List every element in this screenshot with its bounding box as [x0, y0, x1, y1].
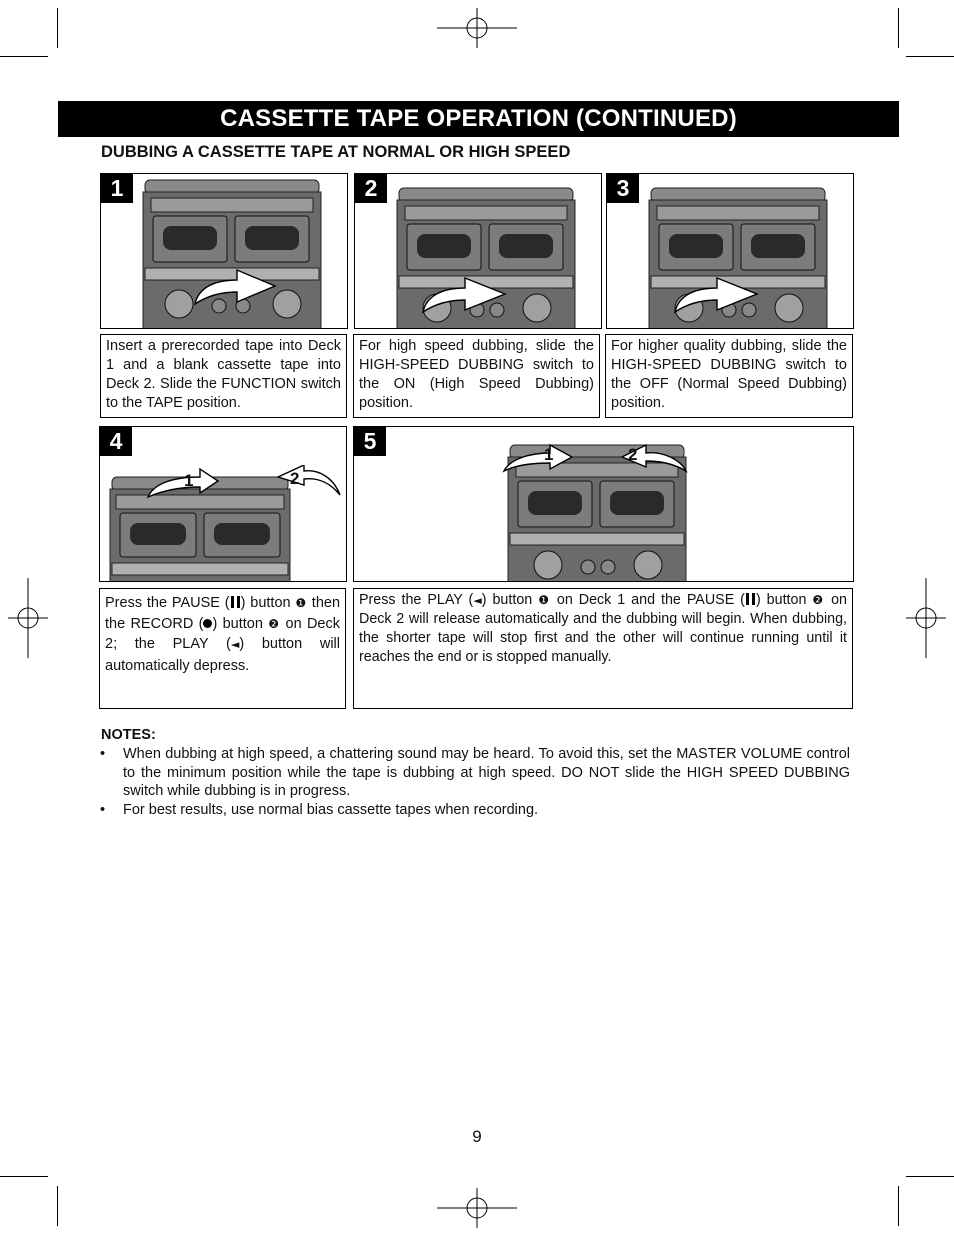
number-one-icon: ❶ — [538, 593, 551, 607]
slide-arrow-icon — [671, 272, 765, 316]
page-title: CASSETTE TAPE OPERATION (CONTINUED) — [58, 101, 899, 137]
note-item: • When dubbing at high speed, a chattering sound may be heard. To avoid this, set the MASTER VOLUME control to the minimum position while the tape is dubbing at high speed. DO NOT slide the HIGH SPEED DUBBING switch while dubbing is in progress. — [100, 746, 850, 799]
step-badge: 5 — [354, 427, 386, 456]
registration-mark-top — [437, 8, 517, 48]
step-2-illustration — [354, 173, 602, 329]
arrow-label-1: 1 — [544, 445, 554, 464]
number-two-icon: ❷ — [812, 593, 826, 607]
notes-heading: NOTES: — [101, 727, 156, 743]
registration-mark-left — [8, 578, 48, 658]
step-1-instructions: Insert a prerecorded tape into Deck 1 and a blank cassette tape into Deck 2. Slide the FUNCTION switch to the TAPE position. — [100, 334, 347, 418]
registration-mark-right — [906, 578, 946, 658]
step-4-instructions: Press the PAUSE ( ) button ❶ then the RECORD ( ) button ❷ on Deck 2; the PLAY (◄) button will automatically depress. — [99, 588, 346, 709]
play-icon: ◄ — [473, 594, 482, 607]
slide-arrow-icon — [419, 272, 513, 316]
registration-mark-bottom — [437, 1188, 517, 1228]
section-subtitle: DUBBING A CASSETTE TAPE AT NORMAL OR HIGH SPEED — [101, 143, 571, 161]
notes-list — [100, 745, 850, 819]
note-item: • For best results, use normal bias cassette tapes when recording. — [100, 801, 539, 818]
step-4-illustration — [99, 426, 347, 582]
number-one-icon: ❶ — [295, 596, 307, 610]
step-1-illustration — [100, 173, 348, 329]
play-icon: ◄ — [230, 638, 240, 651]
step-badge: 1 — [101, 174, 133, 203]
arrow-label-2: 2 — [628, 445, 638, 464]
slide-arrow-icon — [191, 264, 281, 308]
step-5-instructions: Press the PLAY (◄) button ❶ on Deck 1 and the PAUSE ( ) button ❷ on Deck 2 will release automatically and the dubbing will begin. When dubbing, the shorter tape will stop first and the other will continue running until it reaches the end or is stopped manually. — [353, 588, 853, 709]
press-arrows-icon — [500, 443, 690, 473]
bullet-icon: • — [100, 801, 106, 818]
step-badge: 2 — [355, 174, 387, 203]
pause-icon — [746, 593, 755, 605]
step-3-instructions: For higher quality dubbing, slide the HIGH-SPEED DUBBING switch to the OFF (Normal Speed Dubbing) position. — [605, 334, 853, 418]
step-5-illustration — [353, 426, 854, 582]
step-3-illustration — [606, 173, 854, 329]
page-number: 9 — [472, 1127, 482, 1146]
step-badge: 3 — [607, 174, 639, 203]
arrow-label-2: 2 — [290, 469, 300, 488]
step-2-instructions: For high speed dubbing, slide the HIGH-SPEED DUBBING switch to the ON (High Speed Dubbing) position. — [353, 334, 600, 418]
bullet-icon: • — [100, 746, 106, 762]
press-arrows-icon — [144, 465, 344, 499]
step-badge: 4 — [100, 427, 132, 456]
arrow-label-1: 1 — [184, 471, 194, 490]
number-two-icon: ❷ — [268, 616, 281, 631]
pause-icon — [231, 596, 240, 608]
